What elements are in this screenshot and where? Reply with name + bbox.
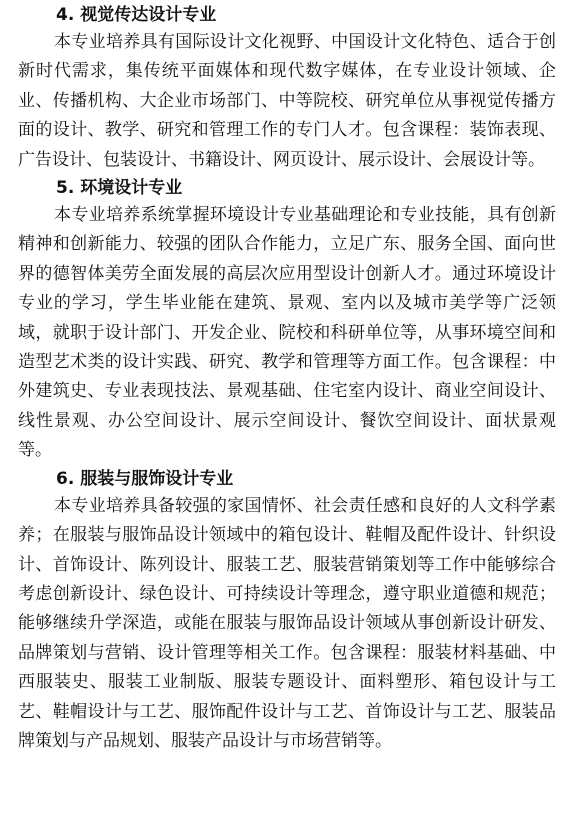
section-heading-visual-communication: 4. 视觉传达设计专业 — [56, 5, 217, 25]
section-heading-fashion-design: 6. 服装与服饰设计专业 — [56, 468, 234, 489]
section-body-visual-communication: 本专业培养具有国际设计文化视野、中国设计文化特色、适合于创新时代需求，集传统平面媒体和现代数字媒体，在专业设计领域、企业、传播机构、大企业市场部门、中等院校、研究单位从事视觉传播方面的设计、教学、研究和管理工作的专门人才。包含课程：装饰表现、广告设计、包装设计、书籍设计、网页设计、展示设计、会展设计等。 — [18, 32, 556, 170]
document-page — [18, 2, 556, 756]
section-body-fashion-design: 本专业培养具备较强的家国情怀、社会责任感和良好的人文科学素养；在服装与服饰品设计领域中的箱包设计、鞋帽及配件设计、针织设计、首饰设计、陈列设计、服装工艺、服装营销策划等工作中能够综合考虑创新设计、绿色设计、可持续设计等理念，遵守职业道德和规范；能够继续升学深造，或能在服装与服饰品设计领域从事创新设计研发、 品牌策划与营销、设计管理等相关工作。包含课程：服装材料基础、中西服装史、服装工业制版、服装专题设计、面料塑形、箱包设计与工艺、鞋帽设计与工艺、服饰配件设计与工艺、首饰设计与工艺、服装品牌策划与产品规划、服装产品设计与市场营销等。 — [18, 495, 556, 751]
section-body-environmental-design: 本专业培养系统掌握环境设计专业基础理论和专业技能，具有创新精神和创新能力、较强的团队合作能力，立足广东、服务全国、面向世界的德智体美劳全面发展的高层次应用型设计创新人才。通过环境设计专业的学习，学生毕业能在建筑、景观、室内以及城市美学等广泛领域，就职于设计部门、开发企业、院校和科研单位等，从事环境空间和造型艺术类的设计实践、研究、教学和管理等方面工作。包含课程：中外建筑史、专业表现技法、景观基础、住宅室内设计、商业空间设计、线性景观、办公空间设计、展示空间设计、餐饮空间设计、面状景观等。 — [18, 205, 556, 461]
section-heading-environmental-design: 5. 环境设计专业 — [56, 178, 183, 199]
